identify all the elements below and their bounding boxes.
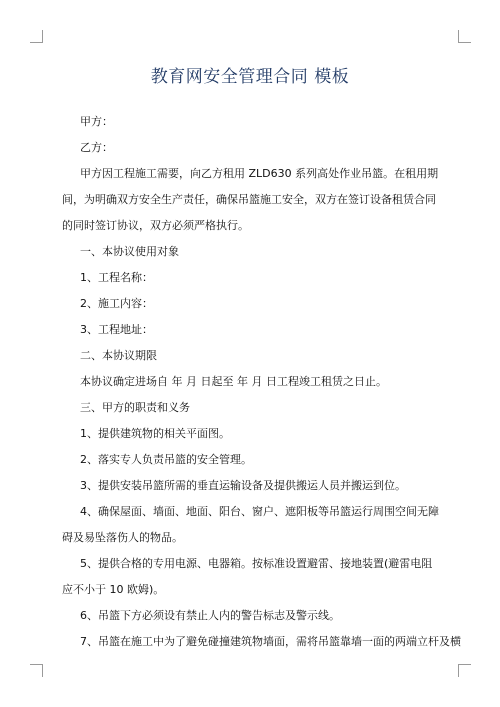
duty-item-6: 6、吊篮下方必须设有禁止人内的警告标志及警示线。: [80, 609, 340, 622]
party-b-line: 乙方：: [80, 141, 113, 154]
duty-item-4: 4、确保屋面、墙面、地面、阳台、窗户、遮阳板等吊篮运行周围空间无障碍及易坠落伤人的物品。: [62, 505, 439, 544]
duty-item-1: 1、提供建筑物的相关平面图。: [80, 427, 230, 440]
term-paragraph: 本协议确定进场自 年 月 日起至 年 月 日工程竣工租赁之日止。: [80, 375, 387, 388]
crop-mark-bottom-left: [30, 664, 43, 677]
section-2-heading: 二、本协议期限: [80, 349, 157, 362]
item-work-content: 2、施工内容：: [80, 297, 153, 310]
section-1-heading: 一、本协议使用对象: [80, 245, 179, 258]
document-title: 教育网安全管理合同 模板: [150, 67, 350, 87]
item-project-address: 3、工程地址：: [80, 323, 153, 336]
party-a-line: 甲方：: [80, 115, 113, 128]
intro-paragraph: 甲方因工程施工需要，向乙方租用 ZLD630 系列高处作业吊篮。在租用期间，为明确双方安全生产责任，确保吊篮施工安全，双方在签订设备租赁合同的同时签订协议，双方必须严格执行。: [62, 167, 439, 232]
duty-item-2: 2、落实专人负责吊篮的安全管理。: [80, 453, 252, 466]
crop-mark-top-left: [30, 30, 43, 43]
duty-item-7: 7、吊篮在施工中为了避免碰撞建筑物墙面，需将吊篮靠墙一面的两端立杆及横: [80, 635, 461, 648]
crop-mark-top-right: [458, 30, 471, 43]
item-project-name: 1、工程名称：: [80, 271, 153, 284]
duty-item-5: 5、提供合格的专用电源、电器箱。按标准设置避雷、接地装置(避雷电阻应不小于 10 欧姆)。: [62, 557, 433, 596]
section-3-heading: 三、甲方的职责和义务: [80, 401, 190, 414]
crop-mark-bottom-right: [458, 664, 471, 677]
duty-item-3: 3、提供安装吊篮所需的垂直运输设备及提供搬运人员并搬运到位。: [80, 479, 406, 492]
